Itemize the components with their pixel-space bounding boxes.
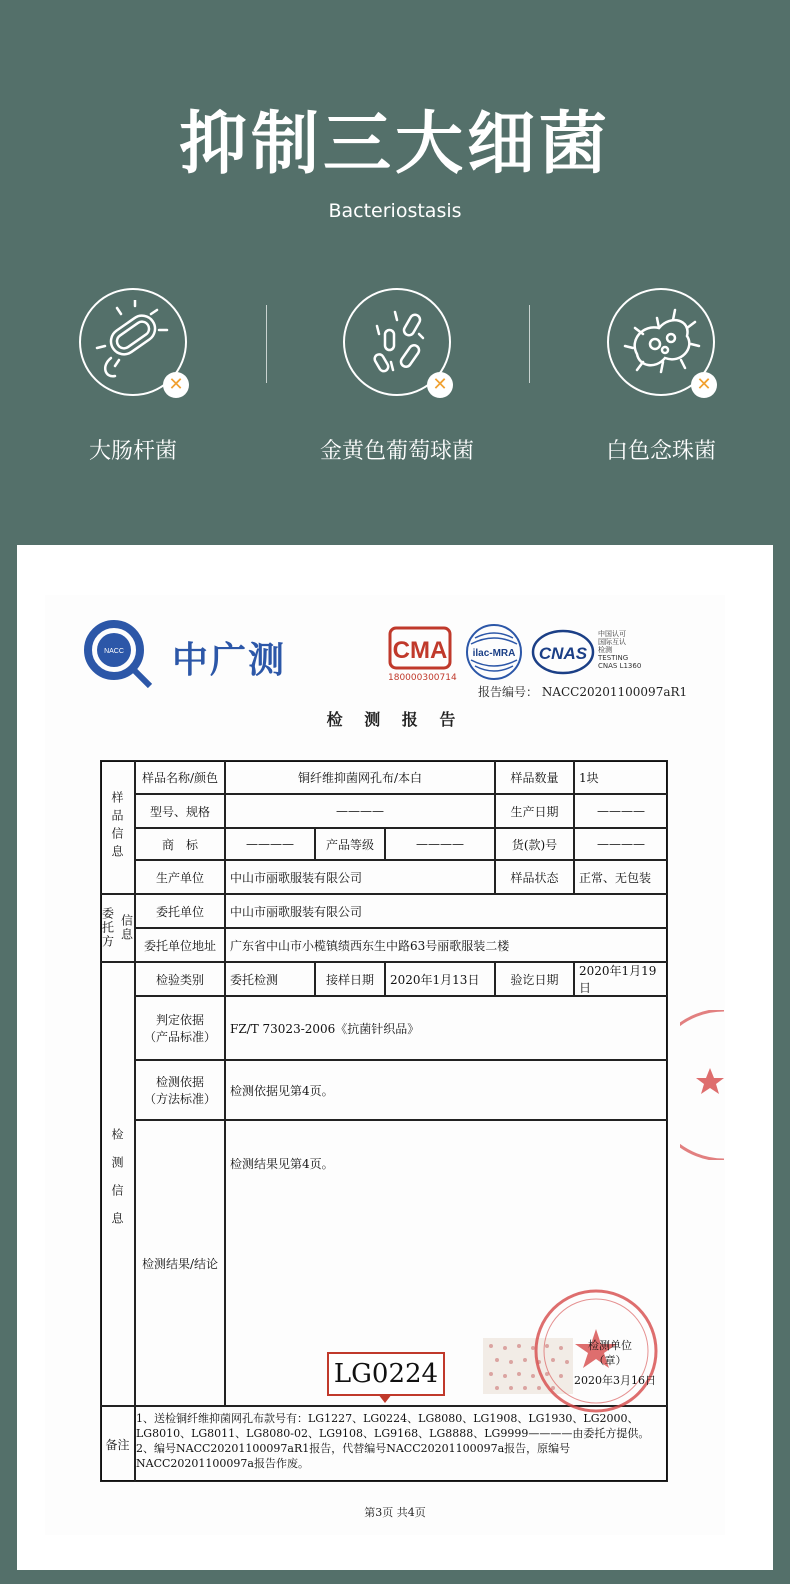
basis-value: FZ/T 73023-2006《抗菌针织品》 (225, 996, 668, 1060)
maker-value: 中山市丽歌服装有限公司 (225, 860, 495, 894)
bacteria-circle (79, 288, 187, 396)
bacteria-name: 大肠杆菌 (88, 439, 177, 464)
hero-title: 抑制三大细菌 (178, 105, 611, 184)
group-test (100, 962, 135, 1406)
note-1: 1、送检铜纤维抑菌网孔布款号有：LG1227、LG0224、LG8080、LG1908、LG1930、LG2000、LG8010、LG8011、LG8080-02、LG9108、LG9168、LG8888、LG9999————由委托方提供。 (136, 1412, 650, 1440)
close-icon: ✕ (163, 372, 189, 398)
client-label: 委托单位 (135, 894, 225, 928)
nacc-logo-icon (82, 618, 152, 688)
bacilli-cluster-icon (355, 300, 439, 384)
cnas-line: 检测 (598, 646, 612, 654)
group-label: 检测信息 (110, 1128, 124, 1240)
recv-date-label: 接样日期 (315, 962, 385, 996)
note-2: 2、编号NACC20201100097aR1报告，代替编号NACC20201100097a报告，原编号NACC20201100097a报告作废。 (136, 1442, 571, 1470)
group-sample (100, 760, 135, 894)
ilac-text: ilac-MRA (472, 648, 516, 659)
logo-ring-text: NACC (104, 648, 124, 655)
test-type-label: 检验类别 (135, 962, 225, 996)
bacteria-item-ecoli (33, 288, 233, 465)
divider (529, 305, 530, 383)
signing-date: 2020年3月16日 (574, 1374, 656, 1387)
grade-label: 产品等级 (315, 828, 385, 860)
side-seal-stamp (680, 1010, 726, 1160)
recv-date-value: 2020年1月13日 (385, 962, 495, 996)
spiky-microbe-icon (619, 300, 703, 384)
group-label: 信息 (119, 914, 134, 942)
hero-section (0, 0, 790, 545)
done-date-label: 验讫日期 (495, 962, 574, 996)
group-label: 样品信息 (110, 791, 124, 863)
sample-qty-value: 1块 (574, 760, 668, 794)
result-label: 检测结果/结论 (135, 1120, 225, 1406)
bacteria-circle (343, 288, 451, 396)
callout-pointer (378, 1394, 392, 1403)
item-no-label: 货(款)号 (495, 828, 574, 860)
rod-bacteria-icon (91, 300, 175, 384)
cnas-mark-icon (531, 628, 595, 676)
sample-qty-label: 样品数量 (495, 760, 574, 794)
ilac-mra-icon (463, 622, 525, 682)
group-client (100, 894, 135, 962)
bacteria-circle (607, 288, 715, 396)
client-value: 中山市丽歌服装有限公司 (225, 894, 668, 928)
divider (266, 305, 267, 383)
cma-text: CMA (392, 637, 448, 664)
prod-date-value: ———— (574, 794, 668, 828)
cnas-line: CNAS L1360 (598, 662, 642, 670)
brand-label: 商 标 (135, 828, 225, 860)
page-number: 第3页 共4页 (364, 1506, 426, 1519)
sample-name-label: 样品名称/颜色 (135, 760, 225, 794)
model-value: ———— (225, 794, 495, 828)
group-label: 委托方 (100, 907, 115, 949)
cnas-line: 国际互认 (598, 638, 626, 646)
method-value: 检测依据见第4页。 (225, 1060, 668, 1120)
notes-label: 备注 (100, 1406, 135, 1482)
state-value: 正常、无包装 (574, 860, 668, 894)
close-icon: ✕ (427, 372, 453, 398)
report-number: 报告编号： NACC20201100097aR1 (478, 685, 688, 699)
client-addr-label: 委托单位地址 (135, 928, 225, 962)
bacteria-item-candida (561, 288, 761, 465)
cnas-text: CNAS (538, 644, 588, 663)
bacteria-name: 金黄色葡萄球菌 (319, 439, 474, 464)
model-callout: LG0224 (327, 1352, 445, 1396)
report-title: 检 测 报 告 (326, 710, 464, 729)
bacteria-item-staph (297, 288, 497, 465)
cnas-caption (598, 630, 658, 670)
cnas-line: 中国认可 (598, 630, 626, 638)
result-value: 检测结果见第4页。 (225, 1120, 668, 1406)
bacteria-name: 白色念珠菌 (605, 439, 716, 464)
maker-label: 生产单位 (135, 860, 225, 894)
done-date-value: 2020年1月19日 (574, 962, 668, 996)
sample-name-value: 铜纤维抑菌网孔布/本白 (225, 760, 495, 794)
notes-text (136, 1411, 664, 1471)
cnas-line: TESTING (598, 654, 629, 662)
signing-unit: 检测单位 （章） (588, 1339, 632, 1367)
method-label: 检测依据 （方法标准） (135, 1060, 225, 1120)
grade-value: ———— (385, 828, 495, 860)
cma-mark-icon (388, 626, 452, 670)
cma-number: 180000300714 (388, 673, 457, 683)
brand-value: ———— (225, 828, 315, 860)
state-label: 样品状态 (495, 860, 574, 894)
model-label: 型号、规格 (135, 794, 225, 828)
close-icon: ✕ (691, 372, 717, 398)
basis-label: 判定依据 （产品标准） (135, 996, 225, 1060)
company-logo-text: 中广测 (172, 640, 287, 681)
item-no-value: ———— (574, 828, 668, 860)
prod-date-label: 生产日期 (495, 794, 574, 828)
test-type-value: 委托检测 (225, 962, 315, 996)
client-addr-value: 广东省中山市小榄镇绩西东生中路63号丽歌服装二楼 (225, 928, 668, 962)
hero-subtitle: Bacteriostasis (328, 200, 462, 222)
